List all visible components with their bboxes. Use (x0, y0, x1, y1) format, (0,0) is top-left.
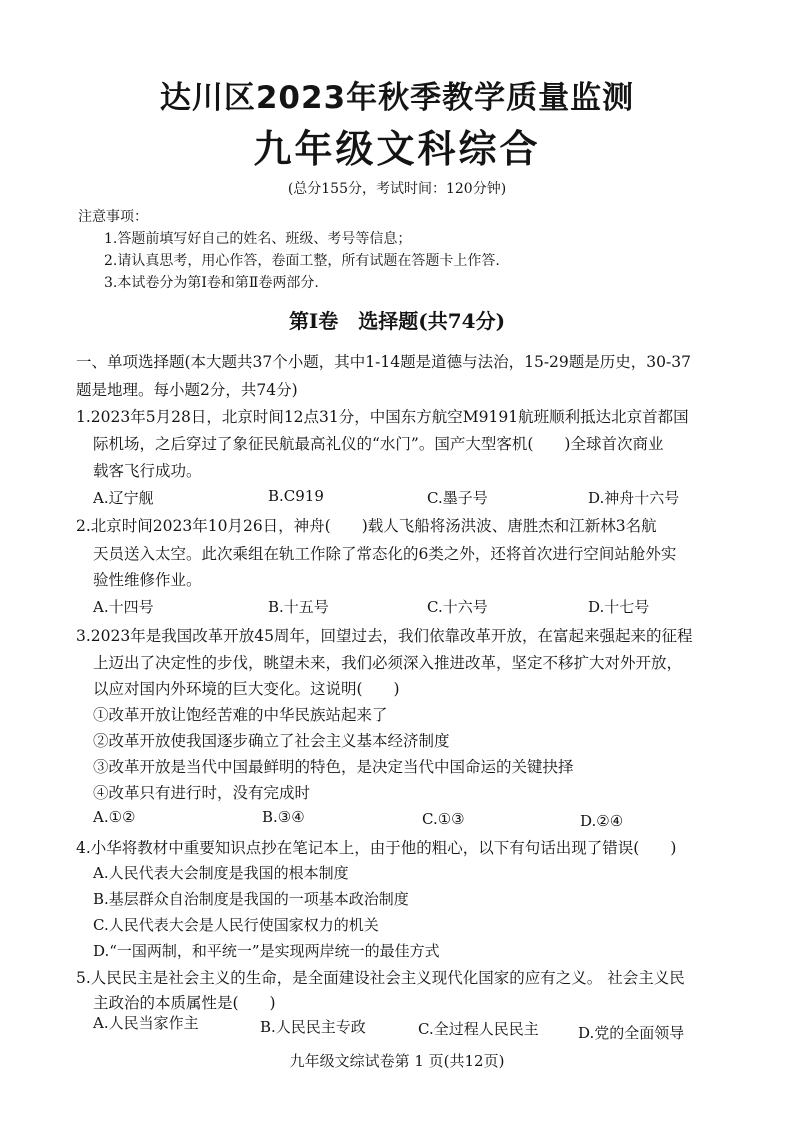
question-1-option-b: B.C919 (268, 487, 324, 505)
exam-title: 达川区2023年秋季教学质量监测 (159, 80, 635, 116)
question-1-text: 载客飞行成功。 (93, 462, 202, 480)
question-3-statement: ②改革开放使我国逐步确立了社会主义基本经济制度 (93, 732, 450, 750)
question-5-option-a: A.人民当家作主 (93, 1014, 199, 1032)
question-5-option-b: B.人民民主专政 (260, 1018, 366, 1036)
part-instruction: 题是地理。每小题2分，共74分) (76, 381, 298, 399)
question-4-option-c: C.人民代表大会是人民行使国家权力的机关 (93, 916, 379, 934)
question-3-statement: ①改革开放让饱经苦难的中华民族站起来了 (93, 706, 388, 724)
question-2-text: 验性维修作业。 (93, 571, 202, 589)
question-3-text: 上迈出了决定性的步伐，眺望未来，我们必须深入推进改革，坚定不移扩大对外开放， (93, 654, 683, 672)
section-title: 第Ⅰ卷 选择题(共74分) (288, 309, 506, 333)
exam-subject: 九年级文科综合 (253, 127, 541, 171)
question-2-text: 2.北京时间2023年10月26日，神舟( )载人飞船将汤洪波、唐胜杰和江新林3名航 (76, 517, 657, 535)
question-3-option-d: D.②④ (580, 812, 624, 830)
score-info: (总分155分，考试时间：120分钟) (287, 181, 507, 197)
question-5-option-c: C.全过程人民民主 (418, 1020, 539, 1038)
question-3-option-a: A.①② (93, 808, 136, 826)
question-2-option-c: C.十六号 (427, 598, 488, 616)
notice-item: 1.答题前填写好自己的姓名、班级、考号等信息； (104, 231, 412, 247)
part-instruction: 一、单项选择题(本大题共37个小题，其中1-14题是道德与法治，15-29题是历史，30-37 (76, 353, 691, 371)
question-3-text: 3.2023年是我国改革开放45周年，回望过去，我们依靠改革开放，在富起来强起来的征程 (76, 627, 693, 645)
question-3-statement: ④改革只有进行时，没有完成时 (93, 784, 311, 802)
question-1-text: 1.2023年5月28日，北京时间12点31分，中国东方航空M9191航班顺利抵达北京首都国 (76, 408, 689, 426)
question-4-option-a: A.人民代表大会制度是我国的根本制度 (93, 864, 349, 882)
notice-item: 2.请认真思考，用心作答，卷面工整，所有试题在答题卡上作答. (104, 253, 500, 269)
question-2-option-b: B.十五号 (268, 598, 329, 616)
question-4-option-d: D.“一国两制，和平统一”是实现两岸统一的最佳方式 (93, 942, 440, 960)
notice-item: 3.本试卷分为第Ⅰ卷和第Ⅱ卷两部分. (104, 275, 319, 291)
question-1-text: 际机场，之后穿过了象征民航最高礼仪的“水门”。国产大型客机( )全球首次商业 (93, 435, 664, 453)
page-footer: 九年级文综试卷第 1 页(共12页) (289, 1052, 505, 1070)
question-1-option-a: A.辽宁舰 (93, 489, 154, 507)
question-5-option-d: D.党的全面领导 (578, 1024, 685, 1042)
question-2-option-d: D.十七号 (588, 598, 650, 616)
question-3-text: 以应对国内外环境的巨大变化。这说明( ) (93, 680, 400, 698)
question-4-text: 4.小华将教材中重要知识点抄在笔记本上，由于他的粗心，以下有句话出现了错误( ) (76, 839, 677, 857)
question-3-option-b: B.③④ (262, 808, 305, 826)
question-1-option-c: C.墨子号 (427, 489, 488, 507)
question-2-text: 天员送入太空。此次乘组在轨工作除了常态化的6类之外，还将首次进行空间站舱外实 (93, 545, 677, 563)
question-3-statement: ③改革开放是当代中国最鲜明的特色，是决定当代中国命运的关键抉择 (93, 758, 574, 776)
question-3-option-c: C.①③ (422, 810, 465, 828)
question-2-option-a: A.十四号 (93, 598, 154, 616)
question-5-text: 5.人民民主是社会主义的生命，是全面建设社会主义现代化国家的应有之义。 社会主义民 (76, 969, 685, 987)
question-5-text: 主政治的本质属性是( ) (93, 994, 276, 1012)
question-1-option-d: D.神舟十六号 (588, 489, 680, 507)
notice-heading: 注意事项： (78, 209, 148, 225)
question-4-option-b: B.基层群众自治制度是我国的一项基本政治制度 (93, 890, 409, 908)
